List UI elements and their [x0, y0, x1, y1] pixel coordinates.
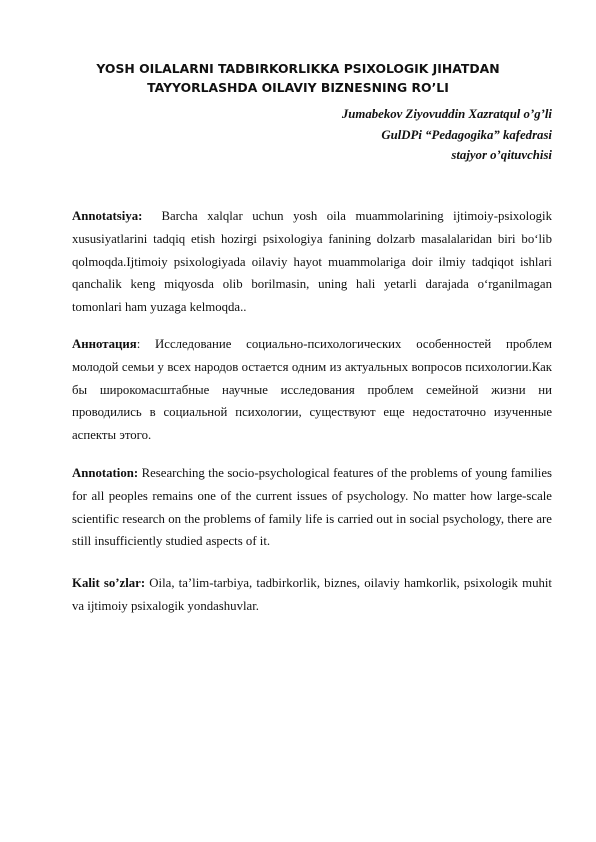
title-line-1: YOSH OILALARNI TADBIRKORLIKKA PSIXOLOGIK JIHATDAN — [96, 61, 500, 76]
abstract-uzbek-label: Annotatsiya: — [72, 209, 143, 223]
abstract-english-text: Researching the socio-psychological features of the problems of young families for all peoples remains one of the current issues of psychology. No matter how large-scale scientific research on the problems of family life is carried out in social psychology, there are still insufficiently studied aspects of it. — [72, 466, 552, 549]
title-line-2: TAYYORLASHDA OILAVIY BIZNESNING RO’LI — [147, 80, 449, 95]
abstract-russian-text: : Исследование социально-психологических особенностей проблем молодой семьи у всех народов остается одним из актуальных вопросов психологии.Как бы широкомасштабные научные исследования проблем семейной жизни ни проводились в социальной психологии, существуют еще недостаточно изученные аспекты этого. — [72, 337, 552, 443]
author-name: Jumabekov Ziyovuddin Xazratqul o’g’li — [341, 107, 552, 121]
author-block — [72, 104, 552, 166]
keywords-label: Kalit so’zlar: — [72, 576, 146, 590]
author-department: GulDPi “Pedagogika” kafedrasi — [381, 127, 552, 142]
abstract-english — [72, 462, 552, 553]
article-title — [72, 59, 524, 97]
abstract-russian-label: Аннотация — [72, 337, 137, 351]
abstract-english-label: Annotation: — [72, 466, 139, 480]
keywords — [72, 572, 552, 618]
abstract-uzbek-text: Barcha xalqlar uchun yosh oila muammolarining ijtimoiy-psixologik xususiyatlarini tadqiq etish hozirgi psixologiya fanining dolzarb masalalaridan biri bo‘lib qolmoqda.Ijtimoiy psixologiyada oilaviy hayot muammolariga doir ilmiy tadqiqot ishlari qanchalik keng miqyosda olib borilmasin, uning hali yetarli darajada o‘rganilmagan tomonlari ham yuzaga kelmoqda.. — [72, 209, 552, 315]
keywords-text: Oila, ta’lim-tarbiya, tadbirkorlik, biznes, oilaviy hamkorlik, psixologik muhit va ijtimoiy psixalogik yondashuvlar. — [72, 576, 552, 613]
abstract-uzbek — [72, 205, 552, 319]
author-position: stajyor o’qituvchisi — [451, 148, 552, 162]
abstract-russian — [72, 333, 552, 447]
